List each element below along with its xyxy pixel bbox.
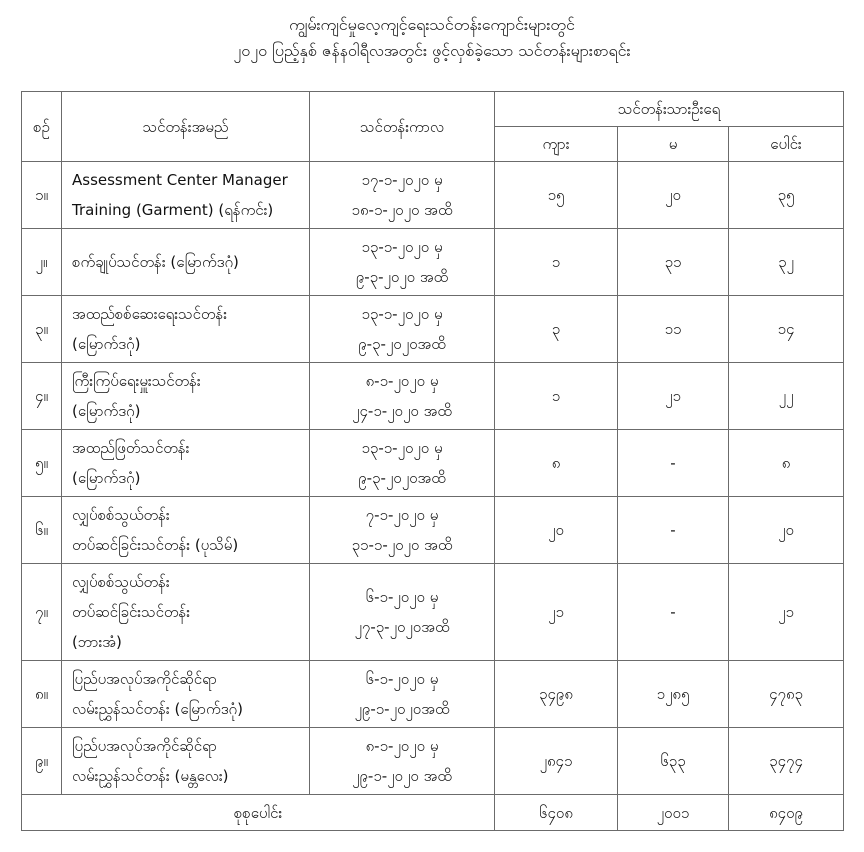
header-male: ကျား [495,127,618,162]
course-name-line: အထည်စစ်ဆေးရေးသင်တန်း [72,305,228,323]
row-course-name [62,564,310,661]
course-name-line: (မြောက်ဒဂုံ) [72,469,141,487]
row-total: ၄၇၈၃ [729,661,844,728]
row-period [310,162,495,229]
row-female: ၁၂၈၅ [618,661,729,728]
total-row [22,795,844,831]
row-total: ၂၀ [729,497,844,564]
course-name-line: တပ်ဆင်ခြင်းသင်တန်း [72,603,191,621]
period-line: ၉-၃-၂၀၂၀ အထိ [355,268,449,286]
period-line: ၃၁-၁-၂၀၂၀ အထိ [351,536,453,554]
table-row [22,661,844,728]
header-course-name: သင်တန်းအမည် [62,92,310,162]
row-male: ၁ [495,229,618,296]
period-line: ၉-၃-၂၀၂၀အထိ [358,335,446,353]
period-line: ၂၉-၁-၂၀၂၀အထိ [354,700,450,718]
row-no: ၈။ [22,661,62,728]
course-name-line: ပြည်ပအလုပ်အကိုင်ဆိုင်ရာ [72,670,217,688]
period-line: ၆-၁-၂၀၂၀ မှ [365,588,439,606]
period-line: ၆-၁-၂၀၂၀ မှ [365,670,439,688]
row-total: ၃၅ [729,162,844,229]
row-male: ၃၄၉၈ [495,661,618,728]
course-name-line: လျှပ်စစ်သွယ်တန်း [72,506,170,524]
period-line: ၁၃-၁-၂၀၂၀ မှ [361,238,443,256]
row-period [310,430,495,497]
row-total: ၈ [729,430,844,497]
table-row [22,162,844,229]
course-name-line: လမ်းညွှန်သင်တန်း (မြောက်ဒဂုံ) [72,700,243,718]
row-female: ၃၁ [618,229,729,296]
row-female: - [618,564,729,661]
period-line: ၂၇-၃-၂၀၂၀အထိ [354,618,450,636]
period-line: ၂၄-၁-၂၀၂၀ အထိ [352,402,452,420]
header-total: ပေါင်း [729,127,844,162]
course-name-line: ပြည်ပအလုပ်အကိုင်ဆိုင်ရာ [72,737,217,755]
row-period [310,661,495,728]
table-row [22,363,844,430]
row-female: ၆၃၃ [618,728,729,795]
row-course-name [62,363,310,430]
row-course-name [62,728,310,795]
total-label: စုစုပေါင်း [22,795,495,831]
row-no: ၇။ [22,564,62,661]
course-name-line: လမ်းညွှန်သင်တန်း (မန္တလေး) [72,767,229,785]
row-male: ၂၈၄၁ [495,728,618,795]
row-total: ၂၁ [729,564,844,661]
row-period [310,296,495,363]
period-line: ၂၉-၁-၂၀၂၀ အထိ [352,767,452,785]
table-row [22,430,844,497]
course-table [21,91,844,831]
row-period [310,728,495,795]
row-course-name [62,430,310,497]
period-line: ၇-၁-၂၀၂၀ မှ [365,506,439,524]
row-course-name [62,661,310,728]
row-period [310,564,495,661]
row-course-name [62,162,310,229]
table-row [22,229,844,296]
row-female: - [618,430,729,497]
row-no: ၆။ [22,497,62,564]
row-no: ၃။ [22,296,62,363]
header-no: စဉ် [22,92,62,162]
course-name-line: (ဘားအံ) [72,633,122,651]
row-no: ၁။ [22,162,62,229]
row-male: ၂၀ [495,497,618,564]
period-line: ၁၃-၁-၂၀၂၀ မှ [361,439,443,457]
row-no: ၄။ [22,363,62,430]
row-male: ၁၅ [495,162,618,229]
course-name-line: လျှပ်စစ်သွယ်တန်း [72,573,170,591]
period-line: ၉-၃-၂၀၂၀အထိ [358,469,446,487]
row-female: ၂၀ [618,162,729,229]
document-title-line-2: ၂၀၂၀ ပြည့်နှစ် ဇန်နဝါရီလအတွင်း ဖွင့်လှစ်ခဲ့သော သင်တန်းများစာရင်း [233,41,631,60]
row-female: ၂၁ [618,363,729,430]
period-line: ၁၇-၁-၂၀၂၀ မှ [361,171,443,189]
row-course-name [62,497,310,564]
total-all: ၈၄၀၉ [729,795,844,831]
course-name-line: အထည်ဖြတ်သင်တန်း [72,439,190,457]
row-male: ၈ [495,430,618,497]
row-course-name [62,296,310,363]
total-female: ၂၀၀၁ [618,795,729,831]
row-female: ၁၁ [618,296,729,363]
table-row [22,497,844,564]
table-row [22,564,844,661]
course-name-line: (မြောက်ဒဂုံ) [72,335,141,353]
row-period [310,363,495,430]
period-line: ၁၃-၁-၂၀၂၀ မှ [361,305,443,323]
total-male: ၆၄၀၈ [495,795,618,831]
course-name-line: တပ်ဆင်ခြင်းသင်တန်း (ပုသိမ်) [72,536,239,554]
course-name-line: စက်ချုပ်သင်တန်း (မြောက်ဒဂုံ) [72,253,239,271]
header-row [22,92,844,127]
period-line: ၁၈-၁-၂၀၂၀ အထိ [351,201,453,219]
document-title-line-1: ကျွမ်းကျင်မှုလေ့ကျင့်ရေးသင်တန်းကျောင်းများတွင် [289,15,575,34]
row-period [310,497,495,564]
table-row [22,728,844,795]
row-total: ၂၂ [729,363,844,430]
row-female: - [618,497,729,564]
header-trainees: သင်တန်းသားဦးရေ [495,92,844,127]
row-no: ၅။ [22,430,62,497]
row-period [310,229,495,296]
row-no: ၂။ [22,229,62,296]
header-female: မ [618,127,729,162]
row-male: ၃ [495,296,618,363]
period-line: ၈-၁-၂၀၂၀ မှ [365,737,439,755]
row-course-name [62,229,310,296]
row-male: ၂၁ [495,564,618,661]
row-no: ၉။ [22,728,62,795]
header-period: သင်တန်းကာလ [310,92,495,162]
row-male: ၁ [495,363,618,430]
course-name-line: Assessment Center Manager [72,171,288,189]
table-row [22,296,844,363]
period-line: ၈-၁-၂၀၂၀ မှ [365,372,439,390]
row-total: ၁၄ [729,296,844,363]
row-total: ၃၄၇၄ [729,728,844,795]
course-name-line: (မြောက်ဒဂုံ) [72,402,141,420]
course-name-line: Training (Garment) (ရန်ကင်း) [72,201,274,219]
row-total: ၃၂ [729,229,844,296]
course-name-line: ကြီးကြပ်ရေးမှူးသင်တန်း [72,372,201,390]
